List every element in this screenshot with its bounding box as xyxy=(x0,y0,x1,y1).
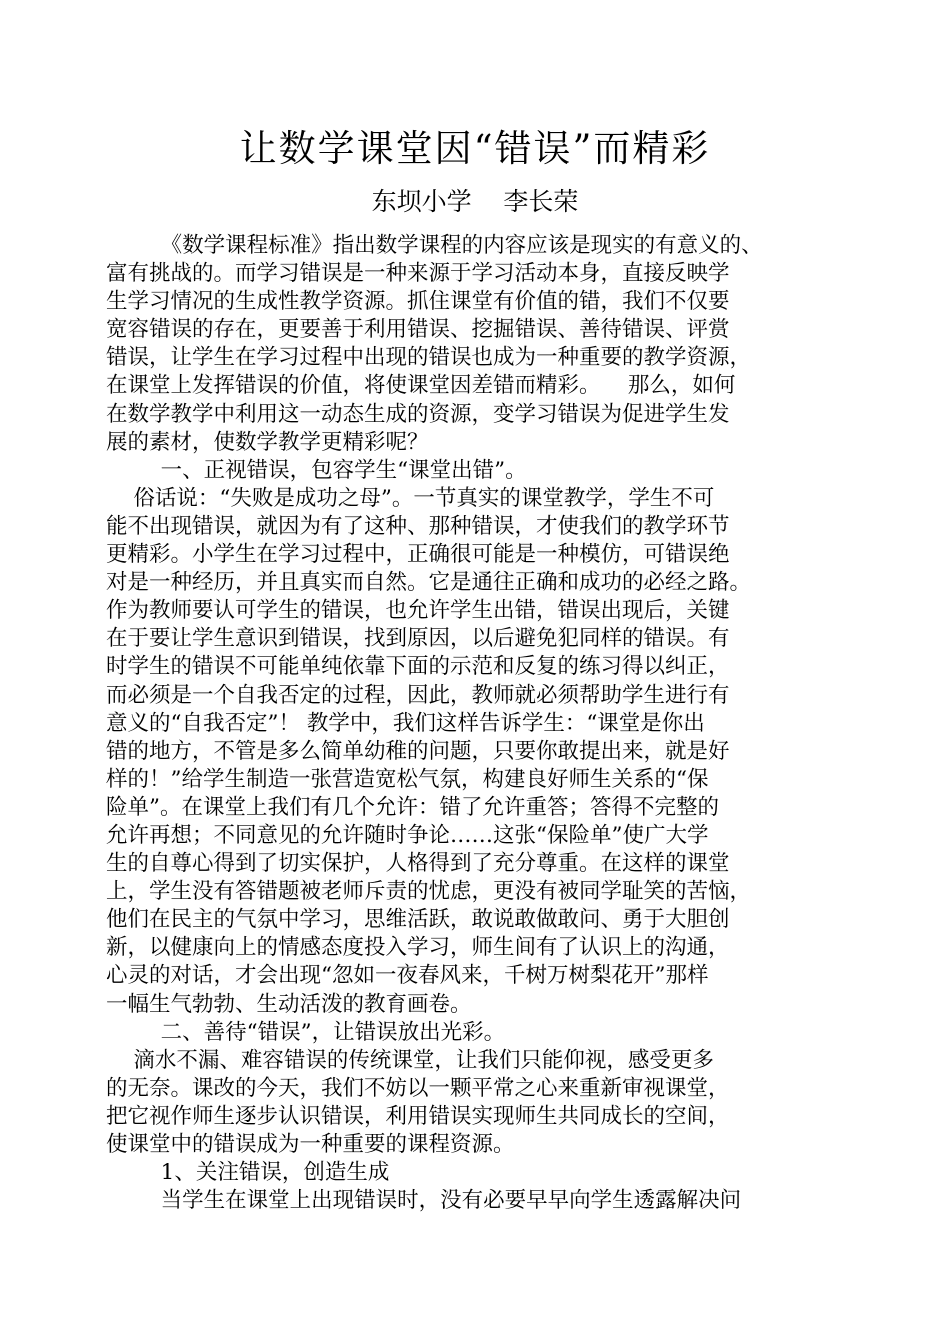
text-line: 当学生在课堂上出现错误时，没有必要早早向学生透露解决问 xyxy=(106,1188,742,1214)
text-line: 错误，让学生在学习过程中出现的错误也成为一种重要的教学资源， xyxy=(106,345,752,371)
text-line: 在数学教学中利用这一动态生成的资源，变学习错误为促进学生发 xyxy=(106,401,730,427)
text-line: 富有挑战的。而学习错误是一种来源于学习活动本身，直接反映学 xyxy=(106,261,730,287)
text-line: 样的！”给学生制造一张营造宽松气氛，构建良好师生关系的“保 xyxy=(106,766,709,792)
text-line: 作为教师要认可学生的错误，也允许学生出错，错误出现后，关键 xyxy=(106,598,730,624)
body-text xyxy=(106,232,866,1215)
page-title: 让数学课堂因“错误”而精彩 xyxy=(239,127,711,170)
text-line: 更精彩。小学生在学习过程中，正确很可能是一种模仿，可错误绝 xyxy=(106,542,730,568)
text-line: 生学习情况的生成性教学资源。抓住课堂有价值的错，我们不仅要 xyxy=(106,289,730,315)
text-line: 险单”。在课堂上我们有几个允许：错了允许重答；答得不完整的 xyxy=(106,794,719,820)
text-line: 能不出现错误，就因为有了这种、那种错误，才使我们的教学环节 xyxy=(106,513,730,539)
text-line: 展的素材，使数学教学更精彩呢？ xyxy=(106,429,429,455)
text-line: 对是一种经历，并且真实而自然。它是通往正确和成功的必经之路。 xyxy=(106,570,752,596)
text-line: 俗话说：“失败是成功之母”。一节真实的课堂教学，学生不可 xyxy=(106,485,715,511)
text-line: 二、善待“错误”，让错误放出光彩。 xyxy=(106,1019,506,1045)
text-line: 在课堂上发挥错误的价值，将使课堂因差错而精彩。 那么，如何 xyxy=(106,373,736,399)
text-line: 一幅生气勃勃、生动活泼的教育画卷。 xyxy=(106,991,472,1017)
text-line: 时学生的错误不可能单纯依靠下面的示范和反复的练习得以纠正， xyxy=(106,654,730,680)
author-line: 东坝小学 李长荣 xyxy=(371,187,579,216)
text-line: 他们在民主的气氛中学习，思维活跃，敢说敢做敢问、勇于大胆创 xyxy=(106,907,730,933)
text-line: 错的地方，不管是多么简单幼稚的问题，只要你敢提出来，就是好 xyxy=(106,738,730,764)
text-line: 在于要让学生意识到错误，找到原因，以后避免犯同样的错误。有 xyxy=(106,626,730,652)
text-line: 而必须是一个自我否定的过程，因此，教师就必须帮助学生进行有 xyxy=(106,682,730,708)
text-line: 心灵的对话，才会出现“忽如一夜春风来，千树万树梨花开”那样 xyxy=(106,963,709,989)
text-line: 宽容错误的存在，更要善于利用错误、挖掘错误、善待错误、评赏 xyxy=(106,317,730,343)
text-line: 《数学课程标准》指出数学课程的内容应该是现实的有意义的、 xyxy=(106,233,763,258)
text-line: 的无奈。课改的今天，我们不妨以一颗平常之心来重新审视课堂， xyxy=(106,1075,730,1101)
text-line: 滴水不漏、难容错误的传统课堂，让我们只能仰视，感受更多 xyxy=(106,1047,714,1073)
text-line: 使课堂中的错误成为一种重要的课程资源。 xyxy=(106,1132,515,1157)
text-line: 生的自尊心得到了切实保护，人格得到了充分尊重。在这样的课堂 xyxy=(106,851,730,877)
text-line: 允许再想；不同意见的允许随时争论……这张“保险单”使广大学 xyxy=(106,822,709,848)
text-line: 把它视作师生逐步认识错误，利用错误实现师生共同成长的空间， xyxy=(106,1103,730,1129)
text-line: 一、正视错误，包容学生“课堂出错”。 xyxy=(106,457,527,483)
text-line: 1、关注错误，创造生成 xyxy=(106,1160,390,1186)
text-line: 上，学生没有答错题被老师斥责的忧虑，更没有被同学耻笑的苦恼， xyxy=(106,879,752,905)
text-line: 意义的“自我否定”！ 教学中，我们这样告诉学生：“课堂是你出 xyxy=(106,710,705,736)
text-line: 新，以健康向上的情感态度投入学习，师生间有了认识上的沟通， xyxy=(106,935,730,961)
